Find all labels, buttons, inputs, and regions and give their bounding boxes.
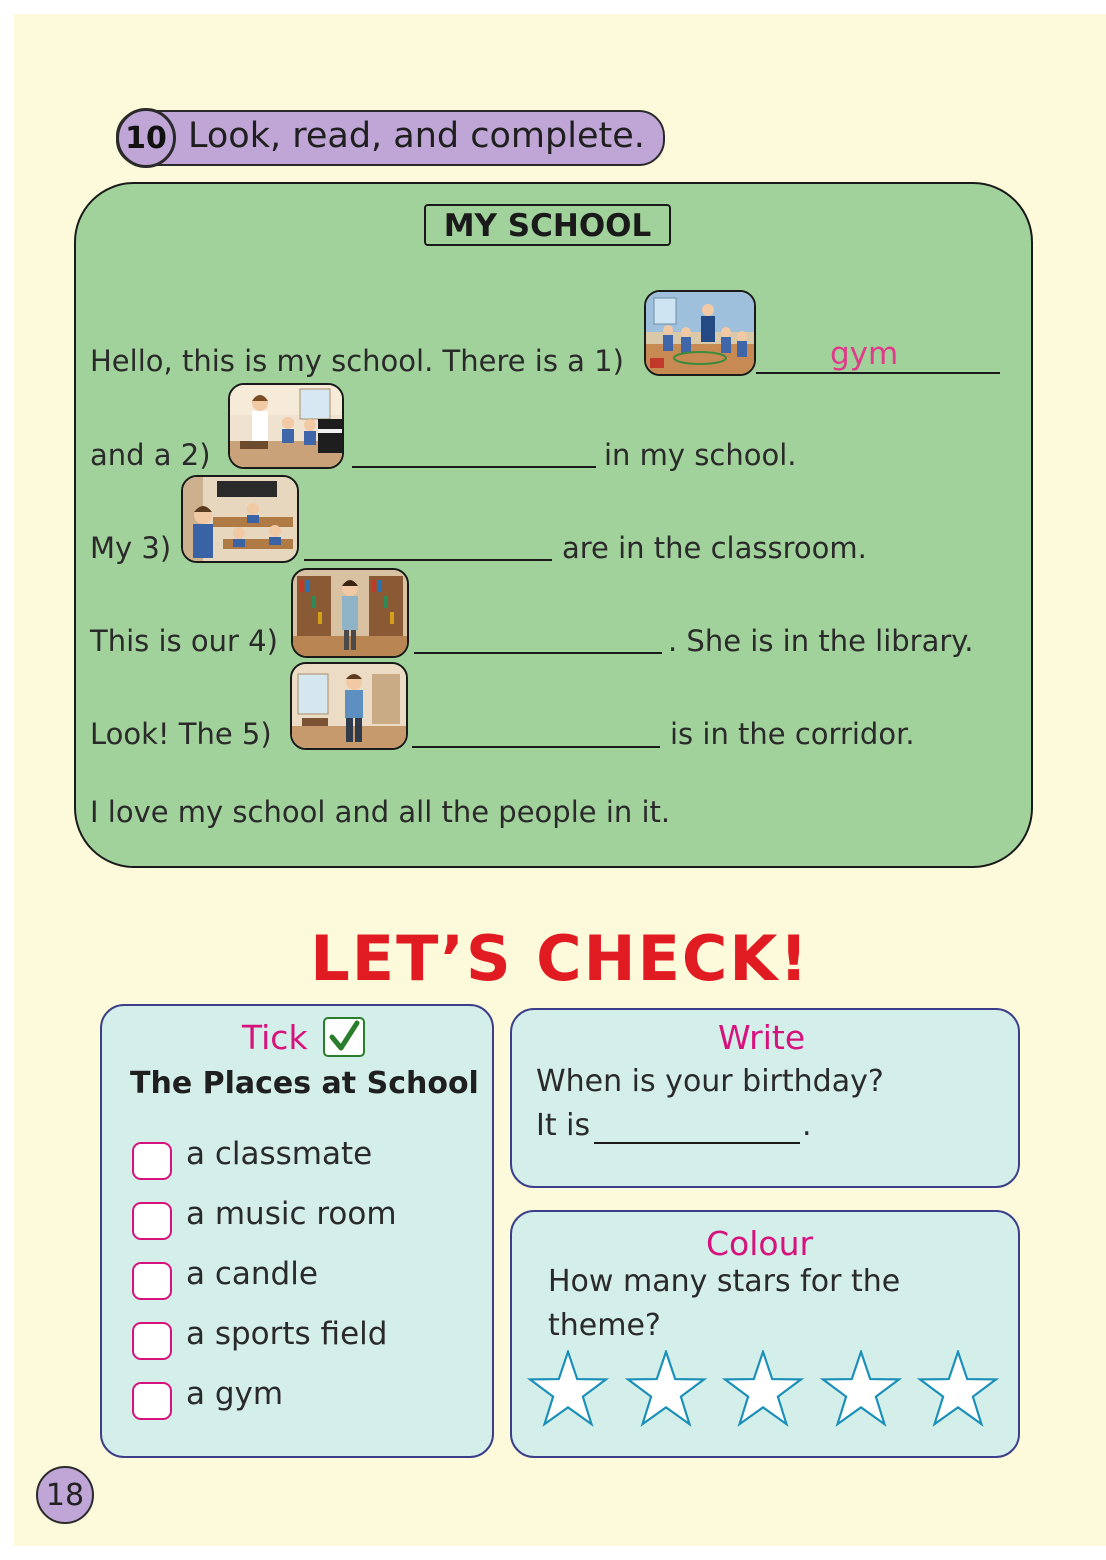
sentence-1: Hello, this is my school. There is a 1) bbox=[90, 344, 624, 378]
tick-card-heading: Tick bbox=[242, 1018, 308, 1057]
sentence-3-end: are in the classroom. bbox=[562, 531, 867, 565]
answer-blank-5[interactable] bbox=[412, 746, 660, 748]
answer-blank-1[interactable] bbox=[756, 372, 1000, 374]
option-label-sports-field: a sports field bbox=[186, 1316, 388, 1352]
answer-1-text: gym bbox=[830, 336, 899, 372]
star-icon[interactable] bbox=[622, 1350, 710, 1430]
sentence-4-start: This is our 4) bbox=[90, 624, 278, 658]
colour-card-heading: Colour bbox=[706, 1224, 814, 1263]
checkmark-icon bbox=[323, 1017, 363, 1055]
checkbox-sports-field[interactable] bbox=[132, 1322, 172, 1360]
teacher-corridor-scene-picture bbox=[290, 662, 408, 750]
closing-sentence: I love my school and all the people in it. bbox=[90, 795, 671, 829]
birthday-answer-start: It is bbox=[536, 1108, 591, 1143]
option-label-gym: a gym bbox=[186, 1376, 284, 1412]
birthday-answer-blank[interactable] bbox=[594, 1142, 800, 1144]
checkbox-music-room[interactable] bbox=[132, 1202, 172, 1240]
sentence-5-start: Look! The 5) bbox=[90, 717, 272, 751]
exercise-instruction: Look, read, and complete. bbox=[188, 116, 645, 156]
option-label-candle: a candle bbox=[186, 1256, 318, 1292]
checkbox-candle[interactable] bbox=[132, 1262, 172, 1300]
stars-question-line2: theme? bbox=[548, 1308, 661, 1343]
lets-check-title: LET’S CHECK! bbox=[310, 922, 810, 995]
gym-scene-picture bbox=[644, 290, 756, 376]
star-icon[interactable] bbox=[817, 1350, 905, 1430]
stars-question-line1: How many stars for the bbox=[548, 1264, 901, 1299]
answer-blank-4[interactable] bbox=[414, 652, 662, 654]
sentence-2-end: in my school. bbox=[604, 438, 797, 472]
birthday-question: When is your birthday? bbox=[536, 1064, 884, 1099]
page-number-badge: 18 bbox=[36, 1466, 94, 1524]
music-room-scene-picture bbox=[228, 383, 344, 469]
star-icon[interactable] bbox=[524, 1350, 612, 1430]
write-card-heading: Write bbox=[718, 1018, 806, 1057]
text-box-title: MY SCHOOL bbox=[424, 204, 671, 246]
tick-card-subtitle: The Places at School bbox=[130, 1066, 479, 1101]
star-rating-row bbox=[524, 1350, 1012, 1430]
worksheet-page bbox=[14, 14, 1106, 1546]
sentence-5-end: is in the corridor. bbox=[670, 717, 915, 751]
birthday-answer-end: . bbox=[802, 1108, 812, 1143]
sentence-2-start: and a 2) bbox=[90, 438, 211, 472]
sentence-4-end: . She is in the library. bbox=[668, 624, 974, 658]
star-icon[interactable] bbox=[719, 1350, 807, 1430]
classmates-scene-picture bbox=[181, 475, 299, 563]
sentence-3-start: My 3) bbox=[90, 531, 172, 565]
answer-blank-3[interactable] bbox=[304, 559, 552, 561]
answer-blank-2[interactable] bbox=[352, 466, 596, 468]
librarian-scene-picture bbox=[291, 568, 409, 658]
checkbox-gym[interactable] bbox=[132, 1382, 172, 1420]
exercise-number-badge: 10 bbox=[116, 108, 176, 168]
option-label-classmate: a classmate bbox=[186, 1136, 373, 1172]
star-icon[interactable] bbox=[914, 1350, 1002, 1430]
checkbox-classmate[interactable] bbox=[132, 1142, 172, 1180]
option-label-music-room: a music room bbox=[186, 1196, 397, 1232]
